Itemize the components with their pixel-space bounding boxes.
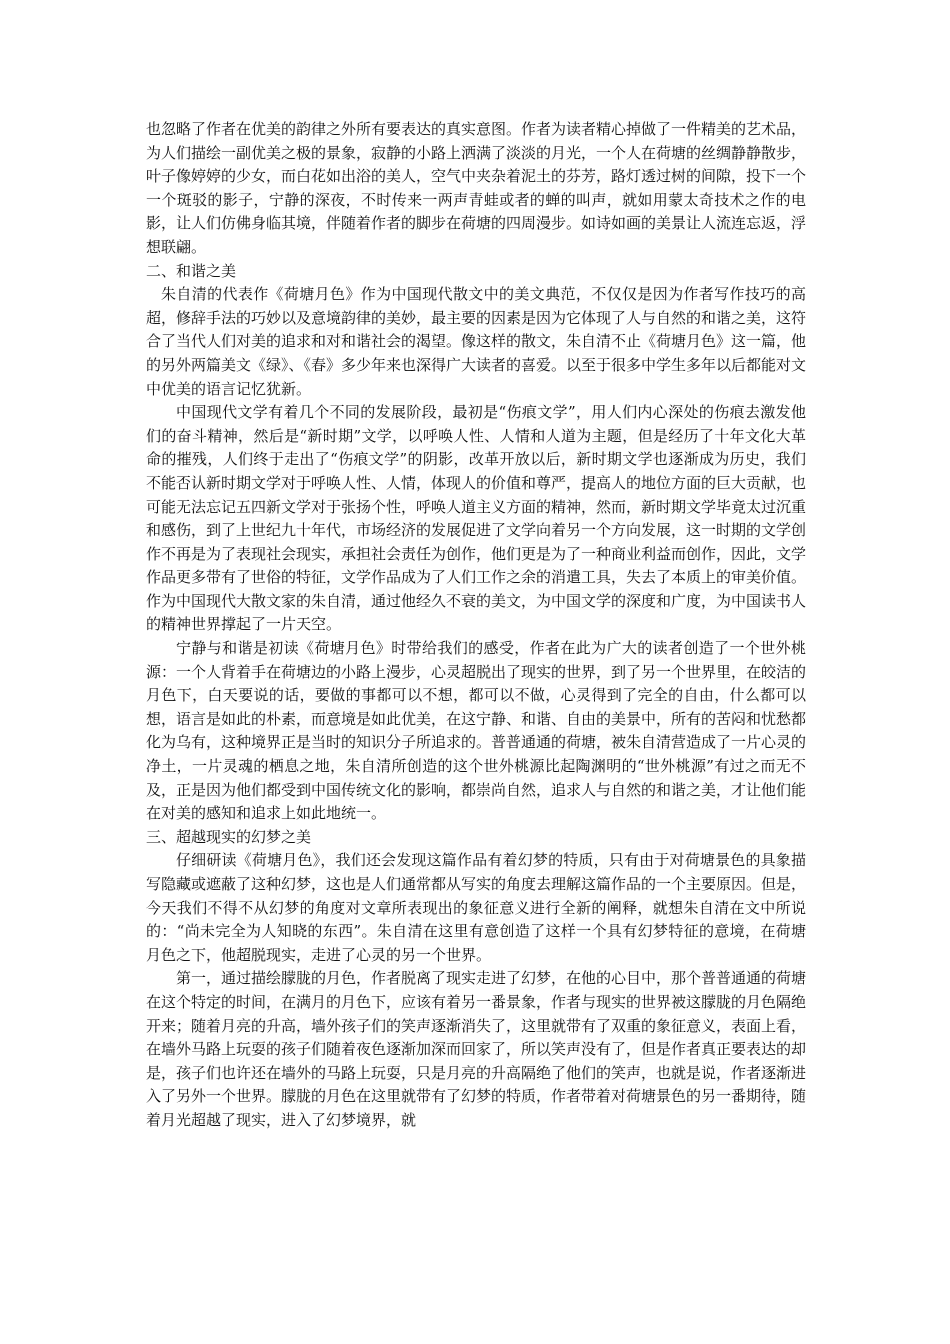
paragraph-dream-intro: 仔细研读《荷塘月色》，我们还会发现这篇作品有着幻梦的特质，只有由于对荷塘景色的具象描写隐藏或遮蔽了这种幻梦，这也是人们通常都从写实的角度去理解这篇作品的一个主要原因。但是，今天我们不得不从幻梦的角度对文章所表现出的象征意义进行全新的阐释，就想朱自清在文中所说的：“尚未完全为人知晓的东西”。朱自清在这里有意创造了这样一个具有幻梦特征的意境，在荷塘月色之下，他超脱现实，走进了心灵的另一个世界。	[146, 851, 807, 964]
paragraph-moonlight: 第一，通过描绘朦胧的月色，作者脱离了现实走进了幻梦，在他的心目中，那个普普通通的荷塘在这个特定的时间，在满月的月色下，应该有着另一番景象，作者与现实的世界被这朦胧的月色隔绝开来；随着月亮的升高，墙外孩子们的笑声逐渐消失了，这里就带有了双重的象征意义，表面上看，在墙外马路上玩耍的孩子们随着夜色逐渐加深而回家了，所以笑声没有了，但是作者真正要表达的却是，孩子们也许还在墙外的马路上玩耍，只是月亮的升高隔绝了他们的笑声，也就是说，作者逐渐进入了另外一个世界。朦胧的月色在这里就带有了幻梦的特质，作者带着对荷塘景色的另一番期待，随着月光超越了现实，进入了幻梦境界，就	[146, 969, 807, 1129]
paragraph-harmony-intro: 朱自清的代表作《荷塘月色》作为中国现代散文中的美文典范，不仅仅是因为作者写作技巧的高超，修辞手法的巧妙以及意境韵律的美妙，最主要的因素是因为它体现了人与自然的和谐之美，这符合了当代人们对美的追求和对和谐社会的渴望。像这样的散文，朱自清不止《荷塘月色》这一篇，他的另外两篇美文《绿》、《春》多少年来也深得广大读者的喜爱。以至于很多中学生多年以后都能对文中优美的语言记忆犹新。	[146, 285, 807, 398]
section-heading-dream: 三、超越现实的幻梦之美	[146, 827, 312, 846]
section-heading-harmony: 二、和谐之美	[146, 261, 237, 280]
paragraph-continuation: 也忽略了作者在优美的韵律之外所有要表达的真实意图。作者为读者精心掉做了一件精美的艺术品，为人们描绘一副优美之极的景象，寂静的小路上洒满了淡淡的月光，一个人在荷塘的丝绸静静散步，叶子像婷婷的少女，而白花如出浴的美人，空气中夹杂着泥土的芬芳，路灯透过树的间隙，投下一个一个斑驳的影子，宁静的深夜，不时传来一两声青蛙或者的蝉的叫声，就如用蒙太奇技术之作的电影，让人们仿佛身临其境，伴随着作者的脚步在荷塘的四周漫步。如诗如画的美景让人流连忘返，浮想联翩。	[146, 120, 807, 256]
document-body	[146, 118, 806, 1133]
paragraph-literature-stages: 中国现代文学有着几个不同的发展阶段，最初是“伤痕文学”，用人们内心深处的伤痕去激发他们的奋斗精神，然后是“新时期”文学，以呼唤人性、人情和人道为主题，但是经历了十年文化大革命的摧残，人们终于走出了“伤痕文学”的阴影，改革开放以后，新时期文学也逐渐成为历史，我们不能否认新时期文学对于呼唤人性、人情，体现人的价值和尊严，提高人的地位方面的巨大贡献，也可能无法忘记五四新文学对于张扬个性，呼唤人道主义方面的精神，然而，新时期文学毕竟太过沉重和感伤，到了上世纪九十年代，市场经济的发展促进了文学向着另一个方向发展，这一时期的文学创作不再是为了表现社会现实，承担社会责任为创作，他们更是为了一种商业利益而创作，因此，文学作品更多带有了世俗的特征，文学作品成为了人们工作之余的消遣工具，失去了本质上的审美价值。作为中国现代大散文家的朱自清，通过他经久不衰的美文，为中国文学的深度和广度，为中国读书人的精神世界撑起了一片天空。	[146, 403, 807, 634]
paragraph-tranquility: 宁静与和谐是初读《荷塘月色》时带给我们的感受，作者在此为广大的读者创造了一个世外桃源：一个人背着手在荷塘边的小路上漫步，心灵超脱出了现实的世界，到了另一个世界里，在皎洁的月色下，白天要说的话，要做的事都可以不想，都可以不做，心灵得到了完全的自由，什么都可以想，语言是如此的朴素，而意境是如此优美，在这宁静、和谐、自由的美景中，所有的苦闷和忧愁都化为乌有，这种境界正是当时的知识分子所追求的。普普通通的荷塘，被朱自清营造成了一片心灵的净土，一片灵魂的栖息之地，朱自清所创造的这个世外桃源比起陶渊明的“世外桃源”有过之而无不及，正是因为他们都受到中国传统文化的影响，都崇尚自然，追求人与自然的和谐之美，才让他们能在对美的感知和追求上如此地统一。	[146, 639, 807, 823]
